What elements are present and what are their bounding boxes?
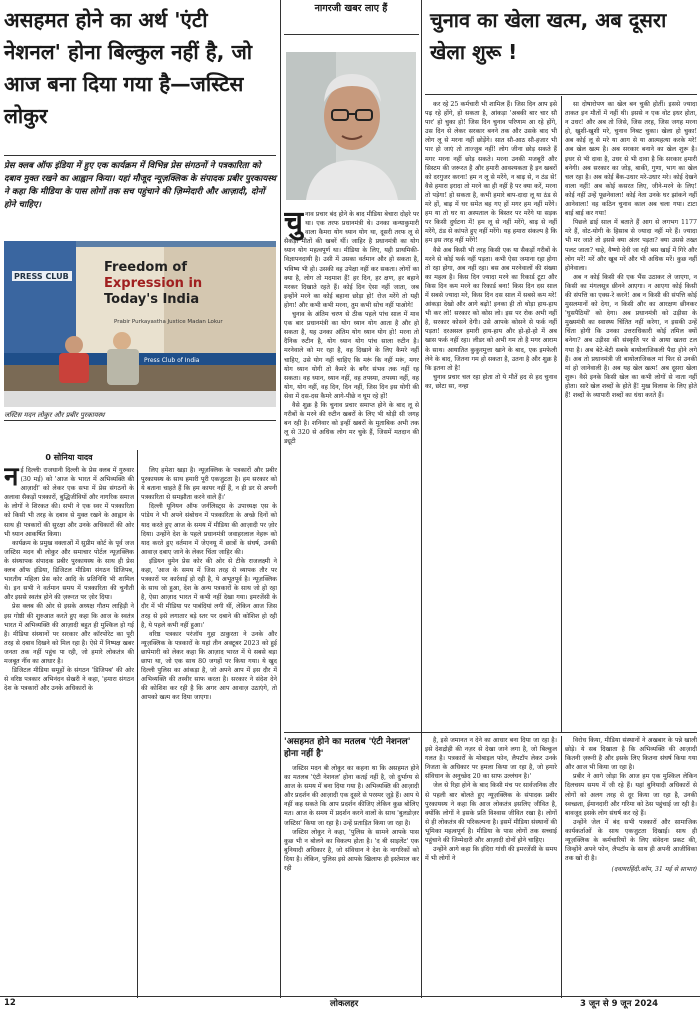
- paragraph: दिल्ली यूनियन ऑफ जर्नलिस्ट्स के उपाध्यक्ष एस के पांडेय ने भी अपने संबोधन में पत्रकारिता के अच्छे दिनों को याद करते हुए आज के समय में मीडिया की आज़ादी पर ज़ोर दिया। उन्होंने देश के पहले प्रधानमंत्री जवाहरलाल नेहरू को याद करते हुए वर्तमान में जेएनयू में छात्रों के संघर्ष, उनकी आवाज़ दबाए जाने के लेकर चिंता जाहिर की।: [141, 503, 277, 556]
- paragraph: लिए हमेशा खड़ा है। न्यूज़क्लिक के पत्रकारों और प्रबीर पुरकायस्थ के साथ हमारी पूरी एकजुटता है। हम सरकार को ये बताना चाहते हैं कि हम कायर नहीं हैं, न ही डर से अपनी पत्रकारिता से समझौता करने वाले हैं।': [141, 467, 277, 502]
- paragraph: जस्टिस मदन बी लोकुर का कहना था कि असहमत होने का मतलब 'एंटी नेशनल' होना कतई नहीं है, जो दुर्भाग्य से आज के समय में बना दिया गया है। अभिव्यक्ति की आज़ादी और प्रदर्शन की आज़ादी एक दूसरे से परस्पर जुड़े हैं। आप ये नहीं कह सकते कि आप प्रदर्शन कीजिए लेकिन कुछ बोलिए मत। आज के समय में प्रदर्शन करने वालों के साथ 'बुलडोज़र जस्टिस' किया जा रहा है। उन्हें प्रताड़ित किया जा रहा है।: [284, 765, 419, 827]
- article-column-5: [565, 100, 697, 730]
- article-column-6: [284, 764, 419, 1004]
- article-column-3: [284, 210, 419, 730]
- columnist-photo: [286, 52, 416, 200]
- article-column-1: [4, 466, 134, 1001]
- paragraph: जेल से रिहा होने के बाद किसी मंच पर सार्वजनिक तौर से पहली बार बोलते हुए न्यूज़क्लिक के संपादक प्रबीर पुरकायस्थ ने कहा कि आज लोकतंत्र इसलिए जीवित है, क्योंकि लोगों ने इसके प्रति विश्वास जीवित रखा है। लोगों से ही लोकतंत्र की परिकल्पना है। इसमें मीडिया संस्थानों की भूमिका महत्वपूर्ण है। मीडिया के पास लोगों तक सच्चाई पहुंचाने की जिम्मेदारी और आज़ादी दोनों होने चाहिए।: [425, 782, 557, 845]
- columnist-portrait: [286, 52, 416, 200]
- paragraph: नाव प्रचार बंद होने के बाद मीडिया बेचारा दोहरे पर था। एक तरफ प्रधानमंत्री थे। उनका कन्याकुमारी वाला कैमरा योग ध्यान योग था, दूसरी तरफ लू से सैकड़ों मौतों की खबरें थीं। जाहिर है प्रधानमंत्री का योग ध्यान योग महत्वपूर्ण था। मीडिया के लिए, यही प्राथमिकी-विज्ञापनदायी है। उसी में उसका वर्तमान और हो सकता है, भविष्य भी हो। उसकी वह उपेक्षा नहीं कर सकता। लोगों का क्या है, लोग तो मदमाश हैं! हर दिन, हर क्षण, हर बहाने मरकर दिखाते रहते हैं। कोई दिन ऐसा नहीं जाता, जब इन्होंने मरने का कोई बहाना छोड़ा हो! रोज मरेंगे तो यही होगा! और कभी कभी मरना, तुम कभी सोच नहीं पाओगे!: [284, 211, 419, 309]
- paragraph: जस्टिस लोकुर ने कहा, 'पुलिस के सामने आपके पास कुछ भी न बोलने का विकल्प होता है। 'द बी साइलेंट' एक बुनियादी अधिकार है, जो संविधान ने देश के नागरिकों को दिया है। लेकिन, पुलिस इसे आपके खिलाफ ही इस्तेमाल कर रही: [284, 828, 419, 873]
- paragraph: पिछले ढाई साल में बताते हैं आग से लगभग 1177 मरे हैं, वोट-योगी के हिसाब से ज्यादा नहीं मरे हैं। ज्यादा भी मर जाते तो इससे क्या अंतर पड़ता? क्या उससे तख्त पलट जाता? चाहे, वैष्णो देवी जा रही बस खाई में गिरे और लोग मरें! मरें और खूब मरें और भी अधिक मरें। कुछ नहीं होनेवाला।: [565, 219, 697, 272]
- divider: [284, 732, 697, 733]
- article-column-4: [425, 100, 557, 730]
- paragraph: चुनाव प्रचार चल रहा होता तो ये मौतें हद से हद चुनाव का, छोटा सा, नन्हा: [425, 373, 557, 390]
- divider: [425, 94, 697, 95]
- column-rule: [421, 0, 422, 998]
- page-number: 12: [4, 998, 16, 1008]
- paragraph: सा दोषारोपण का खेल बन चुकी होतीं। इससे ज्यादा ताकत इन मौतों में नहीं थी। इससे न एक वोट इधर होता, न उधर! और अब तो जिसे, जिस तरह, जिस जगह मरना हो, खुशी-खुशी मरे, चुनाव निबट चुका। खेला हो चुका! अब कोई लू से मरे या आग से या आत्महत्या करके मरे! अब खेल खत्म है। अब सरकार बनाने का खेल शुरू है। इधर से भी दावा है, उधर से भी दावा है कि सरकार हमारी बनेगी। अब सरकार का जोड़, बाकी, गुणा, भाग का खेल चल रहा है। अब कोई बैंक-उधार मरे-उधार मरे। कोई देखने वाला नहीं! अब कोई कसरत लिए, जीने-मरने के लिए! कोई नहीं उन्हें पूछनेवाला! कोई नेता उनके घर झांकने नहीं आनेवाला! वह कठिन चुनाव काल अब चला गया। टाटा बाई बाई कर गया!: [565, 101, 697, 218]
- paragraph: वरिष्ठ पत्रकार परंजॉय गुहा ठाकुरता ने उनके और न्यूज़क्लिक के पत्रकारों के यहां तीन अक्टूबर 2023 को हुई छापेमारी को लेकर कहा कि आज़ाद भारत में ये सबसे बड़ा छापा था, जो एक साथ 80 जगहों पर किया गया। ये खुद दिल्ली पुलिस का आंकड़ा है, जो अपने आप में इस दौर में अभिव्यक्ति की तस्वीर साफ करता है। सरकार ने संदेश देने की कोशिश कर रही है कि अगर आप आवाज़ उठाएंगे, तो आपको खत्म कर दिया जाएगा।: [141, 630, 277, 702]
- divider: [4, 420, 276, 421]
- article-column-2: [141, 466, 277, 1001]
- paragraph: चुनाव के अंतिम चरण से ठीक पहले पांच साल में माव एक बार प्रधानमंत्री का योग ध्यान योग आता है और हो सकता है, यह उनका अंतिम योग ध्यान योग हो! मरना तो दैनिक रुटीन है, योग ध्यान योग पांच साला रुटीन है। मरनेवाले को मर रहा है, वह दिखाने के लिए कैमरे नहीं चाहिए, उसे योग नहीं चाहिए कि मरूं कि नहीं मरूं, मगर योग ध्यान योगी तो कैमरे के बगैर संभव तक नहीं रह सकता। वह ध्यान, ध्यान नहीं, वह तपस्या, तपस्या नहीं, वह योग, योग नहीं, वह दिन, दिन नहीं, जिस दिन इस योगी की सेवा में दस-दस कैमरे आगे-पीछे न घूम रहे हों!: [284, 311, 419, 400]
- sub-headline: 'असहमत होने का मतलब 'एंटी नेशनल' होना नहीं है': [284, 737, 411, 759]
- paragraph: उन्होंने आगे कहा कि इंदिरा गांधी की इमरजेंसी के समय में भी लोगों ने: [425, 846, 557, 863]
- main-headline: असहमत होने का अर्थ 'एंटी नेशनल' होना बिल्कुल नहीं है, जो आज बना दिया गया है—जस्टिस लोकुर: [4, 8, 253, 128]
- paragraph: है, इसे जमानत न देने का आधार बना दिया जा रहा है। इसे देशद्रोही की नज़र से देखा जाने लगा है, जो बिल्कुल गलत है। पत्रकारों के मोबाइल फोन, लैपटॉप लेकर उनके निजता के अधिकार पर हमला किया जा रहा है, जो हमारे संविधान के अनुच्छेद 20 का साफ उल्लंघन है।': [425, 737, 557, 781]
- article-deck: प्रेस क्लब ऑफ इंडिया में हुए एक कार्यक्रम में विभिन्न प्रेस संगठनों ने पत्रकारिता को दबाव मुक्त रखने का आह्वान किया। यहां मौजूद न्यूज़क्लिक के संपादक प्रबीर पुरकायस्थ ने कहा कि मीडिया के पास लोगों तक सच पहुंचाने की ज़िम्मेदारी और आज़ादी, दोनों होने चाहिए।: [4, 161, 276, 210]
- article-column-8: [565, 736, 697, 1004]
- paragraph: प्रेस क्लब की ओर से इसके अध्यक्ष गौतम लाहिड़ी ने इस गोष्ठी की शुरुआत करते हुए कहा कि आज के स्वतंत्र भारत में अभिव्यक्ति की आज़ादी बहुत ही मुश्किल हो गई है। मीडिया संस्थानों पर सरकार और कॉरपोरेट का पूरी तरह से दबाव दिखने को मिल रहा है। ऐसे में निष्पक्ष खबर जनता तक नहीं पहुंच पा रही, जो हमारे लोकतंत्र की मजबूत नींव का आधार है।: [4, 603, 134, 665]
- event-photo-illustration: [4, 241, 276, 407]
- byline: 0 सोनिया यादव: [45, 453, 93, 462]
- satire-headline: चुनाव का खेला खत्म, अब दूसरा खेला शुरू !: [430, 8, 667, 64]
- paragraph: वैसे शुक्र है कि चुनाव प्रचार समाप्त होने के बाद लू से गरीबों के मरने की रुटीन खबरों के लिए भी थोड़ी सी जगह बन रही है। शनिवार को इन्हीं खबरों के मुताबिक अभी तक लू से 320 से अधिक लोग मर चुके हैं, जिसमें मतदान की ड्यूटी: [284, 401, 419, 446]
- column-rule: [137, 450, 138, 998]
- article-column-7: [425, 736, 557, 1004]
- paragraph: अब न कोई किसी की एक भैंस उठाकर ले जाएगा, न किसी का मंगलसूत्र छीनने आएगा। न आएगा कोई किसी की संपत्ति का एक्स-रे करने! अब न किसी की संपत्ति कोई मुसलमानों को देगा, न किसी और का आरक्षण छीनकर 'घुसपैठियों' को देगा। अब प्रधानमंत्री को उड़ीसा के मुख्यमंत्री का स्वास्थ्य चिंतित नहीं करेगा, न इसकी उन्हें चिंता होगी कि उनका उत्तराधिकारी कोई तमिल क्यों बनेगा? अब उड़ीसा की संस्कृति पर से आया खतरा टल गया है। अब बेटे-बेटी सबके बायोलाजिकली पैदा होने लगे हैं। अब तो प्रधानमंत्री जी बायोलाजिकल मां फिर से उनकी मां हो जानेवाली है। अब यह खेल खत्म! अब दूसरा खेला शुरू। वैसे इनके किसी खेल का कभी लोगों से नाता नहीं होता। सारे खेल शब्दों के होते हैं! मुख विलास के लिए होते हैं! शब्दों के व्यापारी शब्दों का धंधा करते हैं।: [565, 273, 697, 399]
- banner-names: Prabir Purkayastha Justice Madan Lokur: [114, 319, 223, 325]
- column-rule: [561, 96, 562, 732]
- divider: [284, 34, 419, 35]
- column-rule: [280, 0, 281, 998]
- photo-caption: जस्टिस मदन लोकुर और प्रबीर पुरकायस्थ: [4, 411, 105, 419]
- paragraph: विरोध किया, मीडिया संस्थानों ने अखबार के पन्ने खाली छोड़े। ये सब दिखाता है कि अभिव्यक्ति की आज़ादी कितनी ज़रूरी है और इसके लिए कितना संघर्ष किया गया और आज भी किया जा रहा है।: [565, 737, 697, 772]
- column-kicker: नागरजी खबर लाए हैं: [314, 3, 388, 14]
- paragraph: कर रहे 25 कर्मचारी भी शामिल हैं। जिस दिन आप इसे पढ़ रहे होंगे, हो सकता है, आंकड़ा 'अबकी बार चार सौ पार' हो चुका हो! जिस दिन चुनाव परिणाम आ रहे होंगे, उस दिन से लेकर सरकार बनने तक और उसके बाद भी लोग लू से मरना नहीं छोड़ेंगे। सात सौ-आठ सौ-हजार भी पार हो जाएं तो ताज्जुब नहीं! लोग जीना छोड़ सकते हैं मगर मरना नहीं छोड़ सकते। मरना उनकी मजबूरी और सिस्टम की जरूरत है और हमारी आवश्यकता है इन खबरों को दरगुजर करना! हम न लू से मरेंगे, न बाढ़ से, न ठंड से! वैसे हमारा इरादा तो मरने का ही नहीं है पर क्या करें, मरना तो पड़ेगा! हो सकता है, कभी हमारे बाप-दादा लू या ठंड से मरे हों, बाढ़ में घर समेत बह गए हों मगर हम नहीं मरेंगे। हम या तो घर या अस्पताल के बिस्तर पर मरेंगे या सड़क पर किसी दुर्घटना में! हम लू से नहीं मरेंगे, बाढ़ से नहीं मरेंगे, ठंड से कांपते हुए नहीं मरेंगे। यह हमारा संकल्प है कि हम इस तरह नहीं मरेंगे!: [425, 101, 557, 245]
- paragraph: उन्होंने जेल में बंद सभी पत्रकारों और सामाजिक कार्यकर्ताओं के साथ एकजुटता दिखाई। साथ ही न्यूज़क्लिक के कर्मचारियों के लिए संवेदना प्रकट की, जिन्होंने अपने फोन, लैपटॉप के साथ ही अपनी आजीविका तक खो दी है।: [565, 818, 697, 863]
- footer-banner: Press Club of India: [144, 357, 200, 364]
- issue-date: 3 जून से 9 जून 2024: [580, 999, 659, 1009]
- footer-rule: [0, 996, 700, 997]
- publication-name: लोकलहर: [330, 999, 359, 1009]
- paragraph: वैसे अब किसी भी तरह किसी एक या सैकड़ों गरीबों के मरने से कोई फर्क नहीं पड़ता। कभी ऐसा जमाना रहा होगा तो रहा होगा, अब नहीं रहा। बस अब मरनेवालों की संख्या का महत्व है। किस दिन ज्यादा मरने का रिकार्ड टूटा और किस दिन कम मरने का रिकार्ड बना! किस दिन दस साल में सबसे ज्यादा मरे, किस दिन दस साल में सबसे कम मरे! आंकड़ा देखो और आगे बढ़ो! इनका ही तो थोड़ा हाय-हाय भी कर लो! सरकार को कोस लो। इस पर रोक अभी नहीं है, सरकार कोसने देगी। उसे आपके कोसने से फर्क नहीं पड़ता! दरअसल हमारी हाय-हाय और हो-हो-हो में अब खास फर्क नहीं रहा। लीडर को अभी गम तो है मगर आराम के साथ। आयातित कुकुरमुत्ता खाने के बाद, एक इमफेली लेने के बाद, जितना गम हो सकता है, उतना है और शुक्र है कि इतना तो है!: [425, 246, 557, 372]
- paragraph: कार्यक्रम के प्रमुख वक्ताओं में सुप्रीम कोर्ट के पूर्व जज जस्टिस मदन बी लोकुर और समाचार पोर्टल न्यूज़क्लिक के संस्थापक संपादक प्रबीर पुरकायस्थ के साथ ही प्रेस क्लब ऑफ इंडिया, डिजिटल मीडिया संगठन डिजिपब, भारतीय महिला प्रेस कोर आदि के प्रतिनिधि भी शामिल थे। इन सभी ने वर्तमान समय में पत्रकारिता की चुनौती और इससे स्वतंत्र होने की ज़रूरत पर ज़ोर दिया।: [4, 539, 134, 602]
- drop-cap: चु: [284, 210, 304, 240]
- drop-cap: न: [4, 466, 19, 492]
- paragraph: ई दिल्लीः राजधानी दिल्ली के प्रेस क्लब में गुरुवार (30 मई) को 'आज के भारत में अभिव्यक्ति की आज़ादी' को लेकर एक सभा में प्रेस संगठनों के अलावा सैकड़ों पत्रकारों, बुद्धिजीवियों और नागरिक समाज के लोगों ने शिरकत की। सभी ने एक स्वर में पत्रकारिता को किसी भी तरह के दबाव से मुक्त रखने के आह्वान के साथ ही पत्रकारों की सुरक्षा और उनके अधिकारों की ओर भी ध्यान आकर्षित किया।: [4, 467, 134, 538]
- svg-text:Freedom of: Freedom of: [104, 260, 187, 275]
- divider: [4, 155, 276, 156]
- paragraph: डिजिटल मीडिया समूहों के संगठन 'डिजिपब' की ओर से वरिष्ठ पत्रकार अभिनंदन सेखरी ने कहा, 'हमारा संगठन देश के पत्रकारों और उनके अधिकारों के: [4, 667, 134, 693]
- event-photo: [4, 241, 276, 407]
- press-club-text: PRESS CLUB: [14, 272, 69, 281]
- svg-text:Today's India: Today's India: [104, 292, 200, 307]
- column-rule: [561, 736, 562, 998]
- paragraph: इंडियन वुमेन प्रेस कोर की ओर से टीके राजलक्ष्मी ने कहा, 'आज के समय में जिस तरह से व्यापक तौर पर पत्रकारों पर कार्रवाई हो रही है, ये अभूतपूर्व है। न्यूज़क्लिक के साथ जो हुआ, देश के अन्य पत्रकारों के साथ जो हो रहा है, ऐसा आज़ाद भारत में कभी नहीं देखा गया। इमरजेंसी के दौर में भी मीडिया पर पाबंदियां लगी थीं, लेकिन आज जिस तरह से इसे लगातार बड़े स्तर पर दबाने की कोशिश हो रही है, ये पहले कभी नहीं हुआ।': [141, 557, 277, 629]
- paragraph: प्रबीर ने आगे जोड़ा कि आज हम एक मुश्किल लेकिन दिलचस्प समय में जी रहे हैं। यहां बुनियादी अधिकारों से लोगों को अलग तरह से दूर किया जा रहा है, उनकी स्वच्छता, ईमानदारी और गरिमा को ठेस पहुंचाई जा रही है। बावजूद इसके लोग संघर्ष कर रहे हैं।: [565, 773, 697, 817]
- source-credit: (दवायरहिंदी.कॉम, 31 मई से साभार): [611, 866, 697, 874]
- svg-text:Expression in: Expression in: [104, 276, 203, 291]
